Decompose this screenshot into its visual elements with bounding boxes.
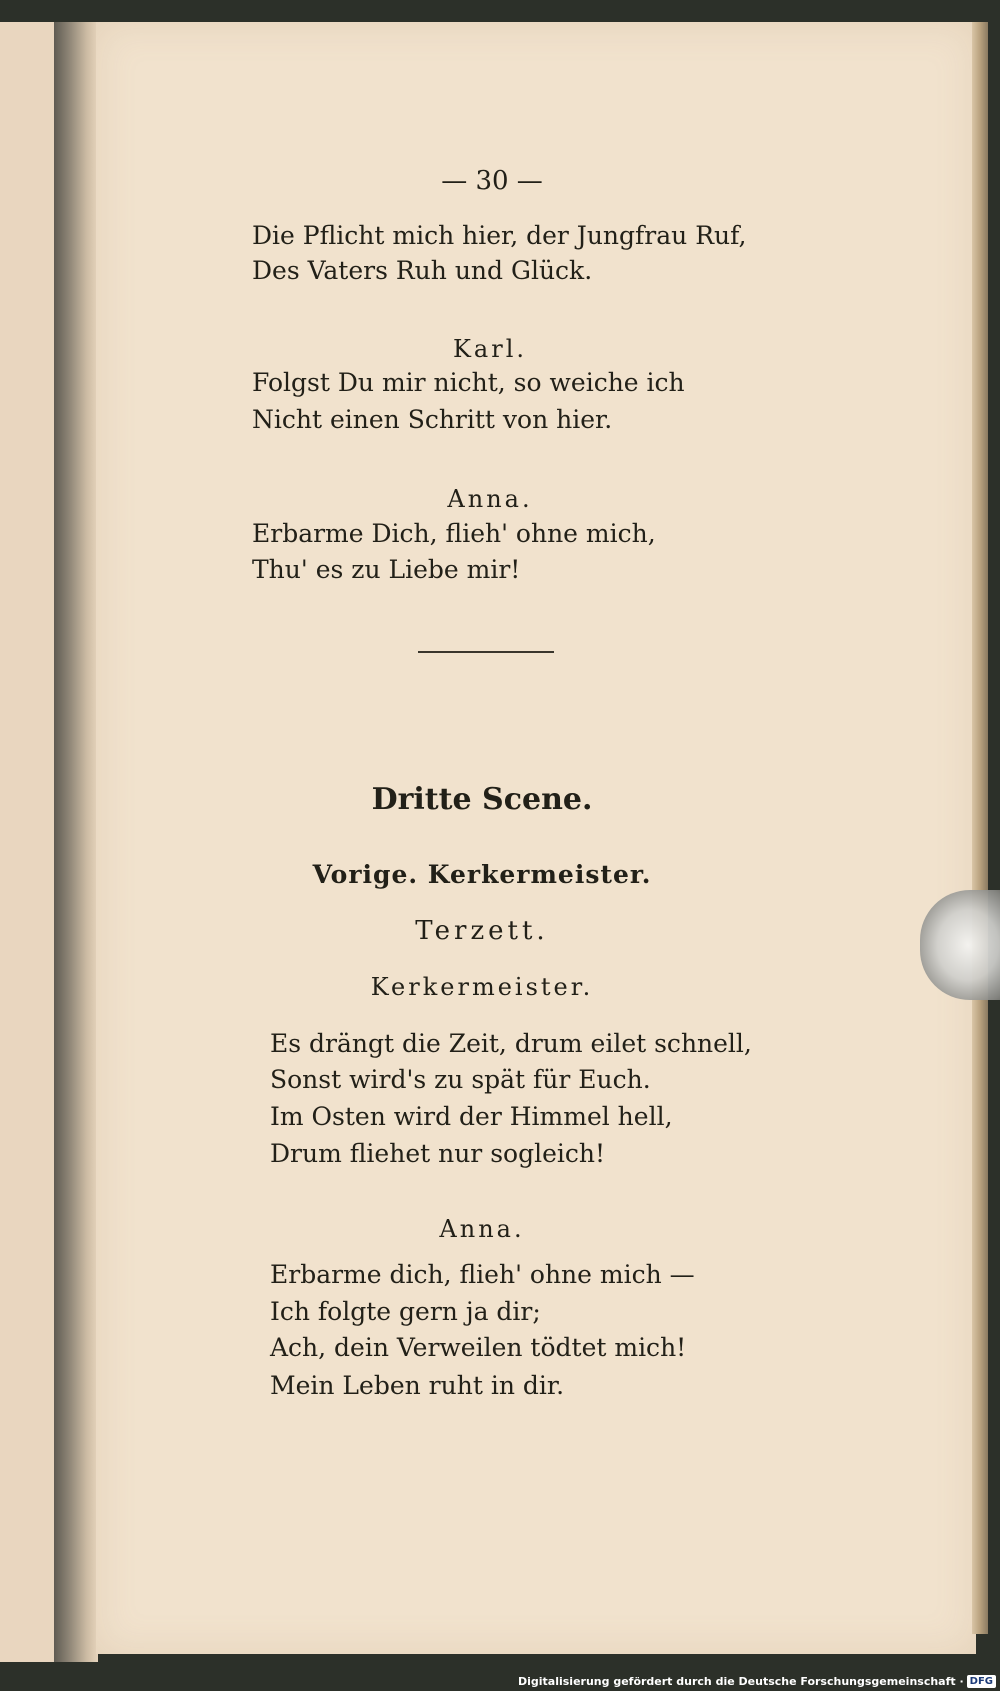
page-stack-edge — [972, 22, 988, 1634]
verse-line: Es drängt die Zeit, drum eilet schnell, — [270, 1029, 752, 1058]
speaker-name: Kerkermeister. — [370, 973, 594, 1001]
speaker-name: Anna. — [439, 1215, 525, 1243]
verse-line: Ach, dein Verweilen tödtet mich! — [270, 1333, 687, 1362]
speaker-name: Anna. — [447, 485, 533, 513]
verse-line: Im Osten wird der Himmel hell, — [270, 1102, 673, 1131]
verse-line: Mein Leben ruht in dir. — [270, 1371, 565, 1400]
verse-line: Thu' es zu Liebe mir! — [252, 555, 521, 584]
credit-text: Digitalisierung gefördert durch die Deutsche Forschungsgemeinschaft · — [517, 1675, 964, 1688]
book-gutter — [54, 22, 98, 1662]
digitization-credit — [518, 1675, 996, 1688]
section-divider — [418, 651, 554, 653]
page-number: — 30 — — [441, 166, 543, 196]
speaker-name: Karl. — [452, 335, 528, 363]
facing-page-edge — [0, 22, 54, 1662]
verse-line: Ich folgte gern ja dir; — [270, 1297, 541, 1326]
verse-line: Erbarme dich, flieh' ohne mich — — [270, 1260, 695, 1289]
scene-title: Dritte Scene. — [371, 782, 593, 817]
verse-line: Sonst wird's zu spät für Euch. — [270, 1065, 651, 1094]
verse-line: Drum fliehet nur sogleich! — [270, 1139, 606, 1168]
page-clip — [920, 890, 1000, 1000]
verse-line: Nicht einen Schritt von hier. — [252, 405, 613, 434]
verse-line: Des Vaters Ruh und Glück. — [252, 256, 593, 285]
section-heading: Terzett. — [415, 916, 549, 946]
scene-characters: Vorige. Kerkermeister. — [312, 860, 652, 889]
verse-line: Folgst Du mir nicht, so weiche ich — [252, 368, 685, 397]
verse-line: Die Pflicht mich hier, der Jungfrau Ruf, — [252, 221, 747, 250]
verse-line: Erbarme Dich, flieh' ohne mich, — [252, 519, 656, 548]
dfg-logo: DFG — [967, 1675, 996, 1688]
